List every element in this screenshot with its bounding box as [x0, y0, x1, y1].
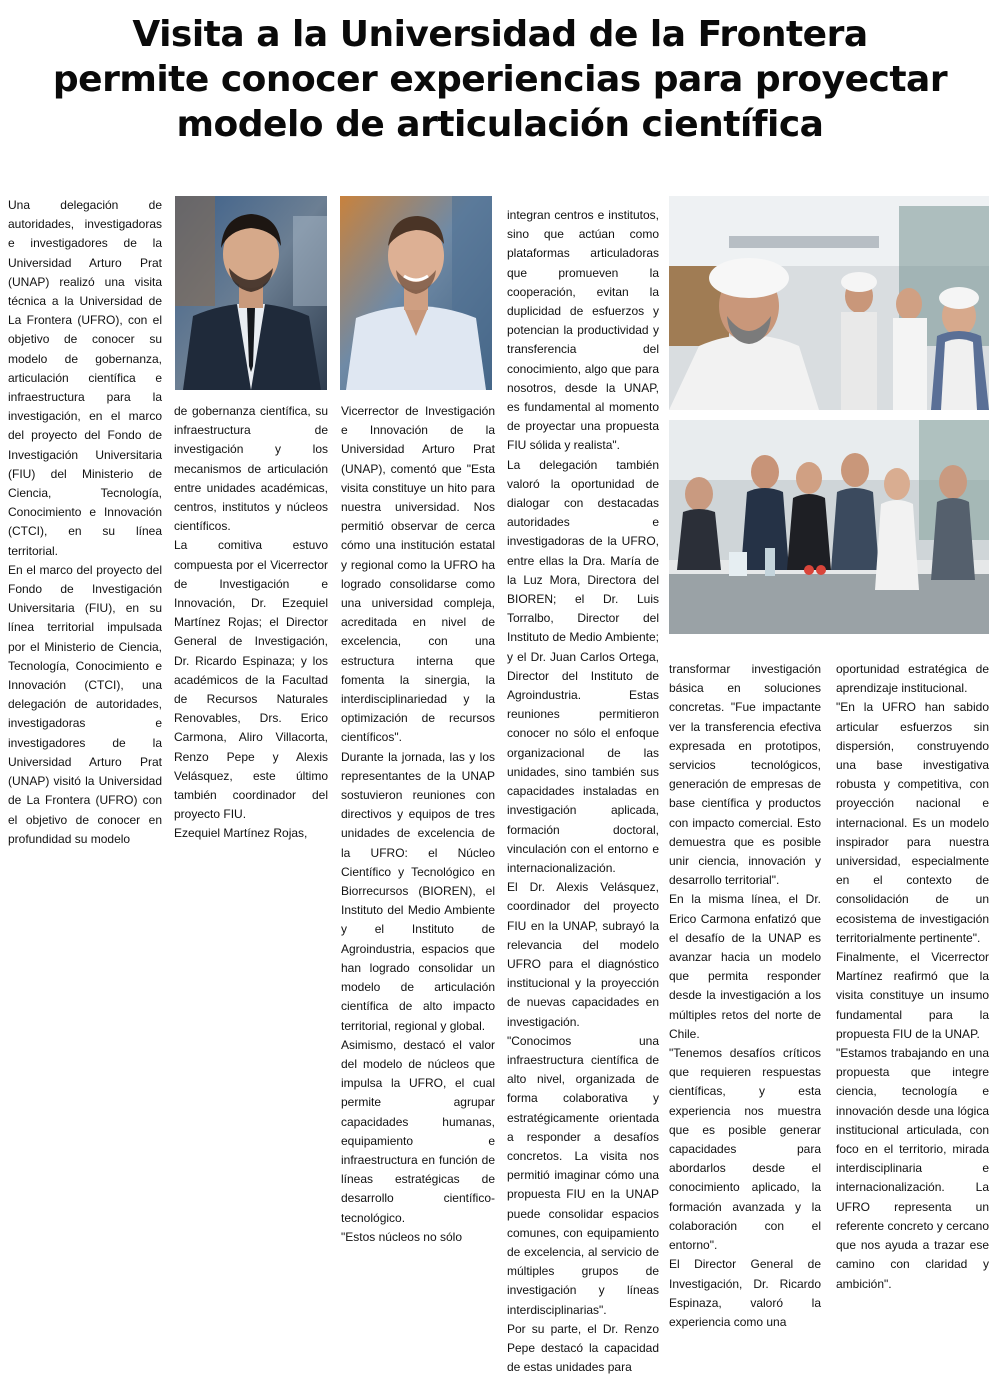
paragraph: integran centros e institutos, sino que actúan como plataformas articuladoras que promueven la cooperación, evitan la duplicidad de esfuerzos y potencian la productividad y transferencia del conocimiento, algo que para nosotros, desde la UNAP, es fundamental al momento de proyectar una propuesta FIU sólida y realista".: [507, 208, 659, 453]
paragraph: Durante la jornada, las y los representantes de la UNAP sostuvieron reuniones con directivos y equipos de tres unidades de excelencia de la UFRO: el Núcleo Científico y Tecnológico en Biorrecursos (BIOREN), el Instituto del Medio Ambiente y el Instituto de Agroindustria, espacios que han logrado consolidar un modelo de articulación científica de alto impacto territorial, regional y global.: [341, 749, 495, 1033]
paragraph: La comitiva estuvo compuesta por el Vicerrector de Investigación e Innovación, Dr. Ezequiel Martínez Rojas; el Director General de Investigación, Dr. Ricardo Espinaza; y los académicos de la Facultad de Recursos Naturales Renovables, Drs. Erico Carmona, Aliro Villacorta, Renzo Pepe y Alexis Velásquez, este último también coordinador del proyecto FIU.: [174, 538, 328, 822]
headline: [0, 12, 1000, 147]
paragraph: "Estos núcleos no sólo: [341, 1229, 462, 1244]
headline-line-1: Visita a la Universidad de la Frontera: [132, 14, 868, 55]
group-photo-2: [669, 420, 989, 634]
article-column-2: [174, 402, 328, 841]
article-column-1: [8, 196, 162, 846]
paragraph: oportunidad estratégica de aprendizaje institucional.: [836, 662, 989, 696]
headline-line-3: modelo de articulación científica: [176, 104, 824, 145]
paragraph: "Estamos trabajando en una propuesta que integre ciencia, tecnología e innovación desde una lógica institucional articulada, con foco en el territorio, mirada interdisciplinaria e internacionalización. La UFRO representa un referente concreto y cercano que nos ayuda a trazar ese camino con claridad y ambición".: [836, 1046, 989, 1291]
paragraph: Ezequiel Martínez Rojas,: [174, 826, 308, 841]
paragraph: de gobernanza científica, su infraestructura de investigación y los mecanismos de articulación entre unidades académicas, centros, institutos y núcleos científicos.: [174, 404, 328, 534]
paragraph: "Conocimos una infraestructura científica de alto nivel, organizada de forma colaborativa y estratégicamente orientada a responder a desafíos concretos. La visita nos permitió imaginar cómo una propuesta FIU en la UNAP puede consolidar espacios comunes, con equipamiento de excelencia, al servicio de múltiples grupos de investigación y líneas interdisciplinarias".: [507, 1033, 659, 1317]
portrait-photo-1: [175, 196, 327, 390]
article-column-3: [341, 402, 495, 1244]
paragraph: Finalmente, el Vicerrector Martínez reafirmó que la visita constituye un insumo fundamental para la propuesta FIU de la UNAP.: [836, 950, 989, 1041]
paragraph: "En la UFRO han sabido articular esfuerzos sin dispersión, construyendo una base investigativa robusta y competitiva, con proyección nacional e internacional. Es un modelo inspirador para nuestra universidad, especialmente en el contexto de consolidación de un ecosistema de investigación territorialmente pertinente".: [836, 700, 989, 945]
paragraph: En la misma línea, el Dr. Erico Carmona enfatizó que el desafío de la UNAP es avanzar hacia un modelo que permita responder desde la investigación a los múltiples retos del norte de Chile.: [669, 892, 821, 1041]
article-column-6: [836, 660, 989, 1291]
paragraph: El Director General de Investigación, Dr. Ricardo Espinaza, valoró la experiencia como una: [669, 1257, 821, 1329]
paragraph: El Dr. Alexis Velásquez, coordinador del proyecto FIU en la UNAP, subrayó la relevancia del modelo UFRO para el diagnóstico institucional y la proyección de nuevas capacidades en investigación.: [507, 880, 659, 1029]
headline-line-2: permite conocer experiencias para proyectar: [52, 59, 948, 100]
paragraph: En el marco del proyecto del Fondo de Investigación Universitaria (FIU), en su línea territorial impulsada por el Ministerio de Ciencia, Tecnología, Conocimiento e Innovación (CTCI), una delegación de autoridades, investigadoras e investigadores de la Universidad Arturo Prat (UNAP) visitó la Universidad de La Frontera (UFRO) con el objetivo de conocer en profundidad su modelo: [8, 562, 162, 846]
article-column-5: [669, 660, 821, 1329]
paragraph: Vicerrector de Investigación e Innovación de la Universidad Arturo Prat (UNAP), comentó que "Esta visita constituye un hito para nuestra universidad. Nos permitió observar de cerca cómo una institución estatal y regional como la UFRO ha logrado consolidarse como una universidad compleja, acreditada en nivel de excelencia, con una estructura interna que fomenta la sinergia, la interdisciplinariedad y la optimización de recursos científicos".: [341, 404, 495, 745]
article-column-4: [507, 206, 659, 1375]
paragraph: "Tenemos desafíos críticos que requieren respuestas científicas, y esta experiencia nos muestra que es posible generar capacidades para abordarlos desde el conocimiento aplicado, la formación avanzada y la colaboración con el entorno".: [669, 1046, 821, 1253]
paragraph: Por su parte, el Dr. Renzo Pepe destacó la capacidad de estas unidades para: [507, 1321, 659, 1375]
paragraph: transformar investigación básica en soluciones concretas. "Fue impactante ver la transferencia efectiva expresada en prototipos, servicios tecnológicos, generación de empresas de base científica y productos con impacto comercial. Esto demuestra que es posible unir ciencia, innovación y desarrollo territorial".: [669, 662, 821, 888]
paragraph: Una delegación de autoridades, investigadoras e investigadores de la Universidad Arturo Prat (UNAP) realizó una visita técnica a la Universidad de La Frontera (UFRO), con el objetivo de conocer su modelo de gobernanza, articulación científica e infraestructura para la investigación, en el marco del proyecto del Fondo de Investigación Universitaria (FIU) del Ministerio de Ciencia, Tecnología, Conocimiento e Innovación (CTCI), en su línea territorial.: [8, 198, 162, 558]
paragraph: Asimismo, destacó el valor del modelo de núcleos que impulsa la UFRO, el cual permite agrupar capacidades humanas, equipamiento e infraestructura en función de líneas estratégicas de desarrollo científico-tecnológico.: [341, 1037, 495, 1225]
group-photo-1: [669, 196, 989, 410]
portrait-photo-2: [340, 196, 492, 390]
paragraph: La delegación también valoró la oportunidad de dialogar con destacadas autoridades e investigadoras de la UFRO, entre ellas la Dra. María de la Luz Mora, Directora del BIOREN; el Dr. Luis Torralbo, Director del Instituto de Medio Ambiente; y el Dr. Juan Carlos Ortega, Director del Instituto de Agroindustria. Estas reuniones permitieron conocer no sólo el enfoque organizacional de las unidades, sino también sus capacidades instaladas en investigación aplicada, formación doctoral, vinculación con el entorno e internacionalización.: [507, 457, 659, 875]
